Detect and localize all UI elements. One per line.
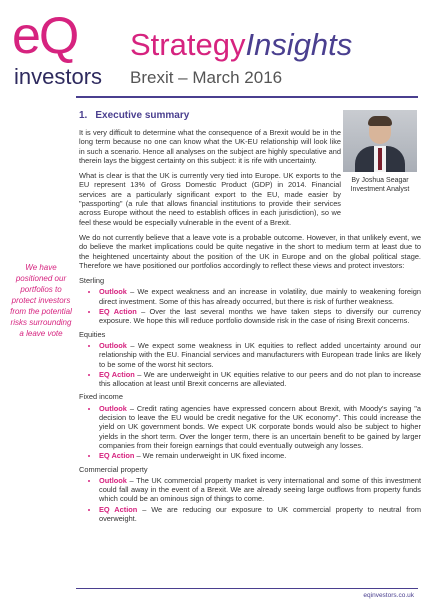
author-name: By Joshua Seagar [351,177,409,184]
paragraph-1: It is very difficult to determine what the consequence of a Brexit would be in the long term because no one can know what the UK-EU relationship will look like in such a scenario. Hence all analyses on the subject are highly speculative and therein lays the biggest certainty on this subject: it is rife with uncertainty. [79,128,341,165]
header-divider [76,96,418,98]
list-item [99,451,421,460]
title-strategy: Strategy [130,27,246,62]
item-text: – We are underweight in UK equities relative to our peers and do not plan to increase this allocation at least until Brexit concerns are alleviated. [99,369,422,389]
side-pull-quote: We have positioned our portfolios to protect investors from the potential risks surrounding a leave vote [10,263,72,338]
list-item [99,476,421,504]
title-block [130,28,352,88]
item-text: – Over the last several months we have taken steps to diversify our currency exposure. We hope this will reduce portfolio downside risk in the case of rising Brexit concerns. [99,307,422,326]
item-text: – We are reducing our exposure to UK commercial property to neutral from overweight. [99,504,421,523]
list-item [99,404,421,450]
logo-eq-mark: eQ [12,7,78,65]
category-sterling [79,276,421,325]
paragraph-3: We do not currently believe that a leave vote is a probable outcome. However, in that unlikely event, we do believe the market implications could be quite negative in the short to medium term at least due to the heightened uncertainty about the position of the UK in Europe and on the global political stage. Therefore we have positioned our portfolios accordingly to reflect these views and protect investors: [79,232,421,270]
item-label: Outlook [99,340,127,350]
author-role: Investment Analyst [350,186,410,193]
item-label: EQ Action [99,451,135,461]
category-list [79,287,421,325]
item-label: EQ Action [99,504,138,514]
list-item [99,341,421,369]
footer-url[interactable]: eqinvestors.co.uk [363,592,414,599]
item-label: Outlook [99,475,127,485]
category-equities [79,330,421,389]
item-text: – The UK commercial property market is very international and some of this investment could fall away in the event of a Brexit. We are already seeing large outflows from property funds which could be an ominous sign of things to come. [99,475,421,504]
section-number: 1. [79,110,88,121]
category-list [79,341,421,388]
item-text: – We remain underweight in UK fixed income. [134,451,287,461]
list-item [99,370,421,389]
publication-subtitle: Brexit – March 2016 [130,68,283,87]
category-fixed-income [79,392,421,460]
item-label: EQ Action [99,307,137,317]
eq-investors-logo [8,8,118,98]
list-item [99,505,421,524]
item-text: – We expect weakness and an increase in volatility, due mainly to weakening foreign direct investment. Some of this has already occurred, but there is risk of further weakness. [99,287,421,306]
item-label: Outlook [99,403,127,413]
item-label: Outlook [99,287,127,297]
category-heading: Fixed income [79,392,123,402]
footer-divider [76,588,418,589]
section-title: Executive summary [95,110,190,121]
list-item [99,307,421,326]
category-heading: Commercial property [79,464,148,474]
category-list [79,404,421,461]
category-heading: Sterling [79,276,105,286]
item-text: – Credit rating agencies have expressed concern about Brexit, with Moody's saying "a decision to leave the EU would be credit negative for the UK economy". This could increase the yield on UK government bonds. We expect UK corporate bonds would also be subject to higher yields in the short term. Over the longer term, there is an uncertain benefit to be gained by larger companies from their foreign earnings that could eventually outweigh any losses. [99,403,421,450]
logo-wordmark: investors [14,64,103,89]
title-insights: Insights [245,27,353,62]
list-item [99,287,421,306]
category-commercial-property [79,465,421,524]
category-heading: Equities [79,329,106,339]
item-label: EQ Action [99,369,135,379]
paragraph-2: What is clear is that the UK is currently very tied into Europe. UK exports to the EU represent 13% of Gross Domestic Product (GDP) in 2014. Financial services are a particularly significant export to the EU, made easier by "passporting" (a rule that allows financial institutions to provide their services across Europe without the need to establish offices in each jurisdiction), so we feel these would be especially vulnerable in the event of a Brexit. [79,171,341,227]
category-list [79,476,421,523]
publication-title [130,28,352,62]
item-text: – We expect some weakness in UK equities to reflect added uncertainty around our relationship with the EU. Financial services and manufacturers with European trade links are likely to be some of the worst hit sectors. [99,340,421,369]
main-content [79,110,421,525]
section-heading [79,110,421,122]
